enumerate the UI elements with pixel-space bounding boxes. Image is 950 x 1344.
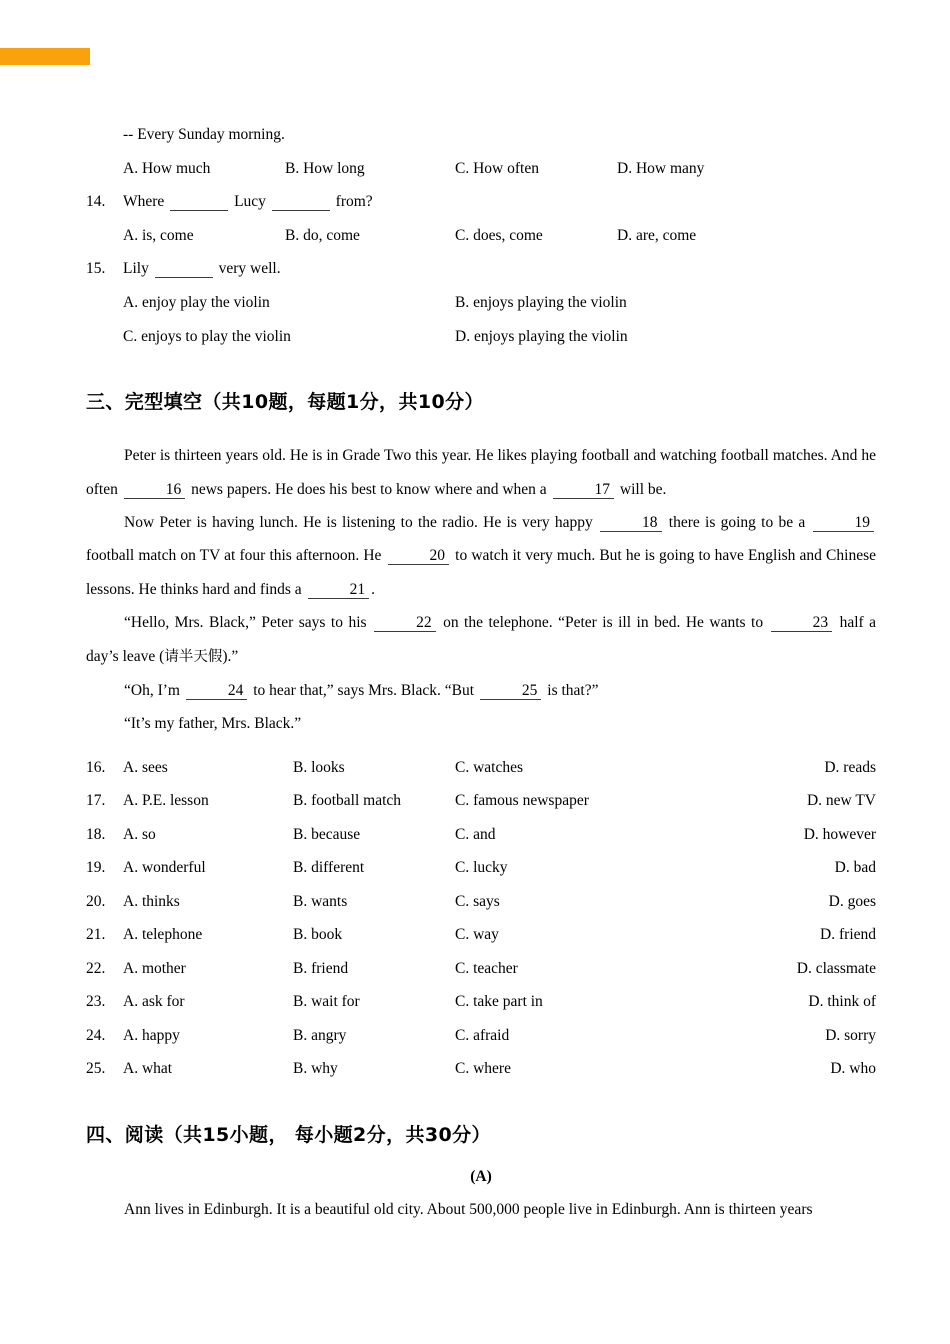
- cloze-blank-19[interactable]: 19: [813, 514, 875, 532]
- q15-stem-after: very well.: [218, 260, 281, 278]
- q15-options-row-1: [86, 286, 876, 320]
- cloze-20-option-b[interactable]: B. wants: [293, 892, 348, 910]
- q15-stem-before: Lily: [123, 260, 149, 278]
- reading-passage-a-first-line: Ann lives in Edinburgh. It is a beautiful old city. About 500,000 people live in Edinburgh. Ann is thirteen years: [124, 1201, 813, 1219]
- cloze-19-number: 19.: [86, 859, 106, 877]
- cloze-19-option-a[interactable]: A. wonderful: [123, 859, 206, 877]
- cloze-blank-16[interactable]: 16: [124, 481, 186, 499]
- q14-stem-after: from?: [335, 193, 373, 211]
- section-four-heading: 四、阅读（共15小题， 每小题2分，共30分）: [86, 1123, 491, 1146]
- cloze-21-number: 21.: [86, 926, 106, 944]
- cloze-p2-text-c: football match on TV at four this afternoon. He: [86, 547, 382, 565]
- cloze-24-option-c[interactable]: C. afraid: [455, 1026, 510, 1044]
- cloze-16-option-a[interactable]: A. sees: [123, 758, 168, 776]
- cloze-18-option-c[interactable]: C. and: [455, 825, 496, 843]
- q14-stem-middle: Lucy: [234, 193, 266, 211]
- q13-option-c[interactable]: C. How often: [455, 159, 539, 177]
- cloze-19-option-c[interactable]: C. lucky: [455, 859, 508, 877]
- q14-option-c[interactable]: C. does, come: [455, 226, 543, 244]
- cloze-22-number: 22.: [86, 959, 106, 977]
- cloze-21-option-a[interactable]: A. telephone: [123, 926, 203, 944]
- cloze-question-row-17: [86, 784, 876, 818]
- cloze-question-row-16: [86, 751, 876, 785]
- spacer-after-section-three-heading: [86, 417, 876, 439]
- spacer-before-section-three: [86, 353, 876, 387]
- cloze-question-row-19: [86, 851, 876, 885]
- q15-option-c[interactable]: C. enjoys to play the violin: [123, 327, 291, 345]
- spacer-before-section-four: [86, 1086, 876, 1120]
- cloze-p3-text-d: ).”: [222, 647, 239, 665]
- cloze-20-option-a[interactable]: A. thinks: [123, 892, 180, 910]
- cloze-paragraph-2: [86, 506, 876, 606]
- cloze-p5-text: “It’s my father, Mrs. Black.”: [124, 715, 302, 733]
- cloze-blank-21[interactable]: 21: [308, 581, 370, 599]
- cloze-16-number: 16.: [86, 758, 106, 776]
- cloze-question-row-20: [86, 885, 876, 919]
- cloze-25-option-a[interactable]: A. what: [123, 1060, 173, 1078]
- q14-number: 14.: [86, 193, 106, 211]
- cloze-blank-18[interactable]: 18: [600, 514, 662, 532]
- cloze-p1-text-b: news papers. He does his best to know where and when a: [191, 480, 547, 498]
- q15-option-a[interactable]: A. enjoy play the violin: [123, 293, 270, 311]
- cloze-p4-text-c: is that?”: [547, 682, 599, 699]
- cloze-question-row-21: [86, 918, 876, 952]
- spacer-before-cloze-options: [86, 741, 876, 751]
- cloze-19-option-b[interactable]: B. different: [293, 859, 365, 877]
- cloze-options-list: [86, 751, 876, 1086]
- cloze-18-option-b[interactable]: B. because: [293, 825, 361, 843]
- cloze-23-number: 23.: [86, 993, 106, 1011]
- cloze-16-option-d[interactable]: D. reads: [824, 758, 876, 776]
- q13-option-d[interactable]: D. How many: [617, 159, 705, 177]
- section-three-heading: 三、完型填空（共10题，每题1分，共10分）: [86, 391, 484, 414]
- cloze-20-option-d[interactable]: D. goes: [828, 892, 876, 910]
- spacer-after-section-four-heading: [86, 1150, 876, 1160]
- cloze-p4-text-b: to hear that,” says Mrs. Black. “But: [253, 682, 475, 699]
- header-accent-bar: [0, 48, 90, 65]
- cloze-17-option-d[interactable]: D. new TV: [806, 792, 876, 810]
- cloze-24-number: 24.: [86, 1026, 106, 1044]
- cloze-paragraph-5: [86, 707, 876, 740]
- q14-option-a[interactable]: A. is, come: [123, 226, 194, 244]
- cloze-19-option-d[interactable]: D. bad: [834, 859, 876, 877]
- q14-option-b[interactable]: B. do, come: [285, 226, 360, 244]
- cloze-23-option-c[interactable]: C. take part in: [455, 993, 543, 1011]
- cloze-22-option-a[interactable]: A. mother: [123, 959, 186, 977]
- cloze-blank-25[interactable]: 25: [480, 682, 542, 700]
- cloze-p2-text-b: there is going to be a: [668, 513, 806, 531]
- q15-options-row-2: [86, 320, 876, 354]
- cloze-23-option-a[interactable]: A. ask for: [123, 993, 185, 1011]
- cloze-paragraph-3: [86, 606, 876, 674]
- cloze-17-option-c[interactable]: C. famous newspaper: [455, 792, 589, 810]
- cloze-18-number: 18.: [86, 825, 106, 843]
- cloze-25-option-d[interactable]: D. who: [830, 1060, 876, 1078]
- cloze-p1-text-c: will be.: [619, 480, 667, 498]
- cloze-17-option-b[interactable]: B. football match: [293, 792, 402, 810]
- cloze-21-option-c[interactable]: C. way: [455, 926, 499, 944]
- cloze-question-row-22: [86, 952, 876, 986]
- cloze-20-number: 20.: [86, 892, 106, 910]
- q14-blank-1[interactable]: [170, 193, 228, 211]
- q13-answer-text: -- Every Sunday morning.: [123, 126, 285, 143]
- cloze-17-number: 17.: [86, 792, 106, 810]
- q14-blank-2[interactable]: [272, 193, 330, 211]
- cloze-25-option-c[interactable]: C. where: [455, 1060, 511, 1078]
- q13-options: [86, 152, 876, 186]
- cloze-p4-text-a: “Oh, I’m: [124, 682, 180, 699]
- cloze-23-option-d[interactable]: D. think of: [808, 993, 876, 1011]
- cloze-23-option-b[interactable]: B. wait for: [293, 993, 360, 1011]
- cloze-p3-text-c: half a day’s leave (: [86, 614, 877, 665]
- cloze-question-row-25: [86, 1052, 876, 1086]
- cloze-18-option-a[interactable]: A. so: [123, 825, 156, 843]
- cloze-blank-24[interactable]: 24: [186, 682, 248, 700]
- cloze-22-option-d[interactable]: D. classmate: [796, 959, 876, 977]
- q15-option-d[interactable]: D. enjoys playing the violin: [455, 327, 628, 345]
- cloze-blank-20[interactable]: 20: [388, 547, 450, 565]
- q13-option-a[interactable]: A. How much: [123, 159, 211, 177]
- q14-options: [86, 219, 876, 253]
- cloze-21-option-d[interactable]: D. friend: [820, 926, 876, 944]
- q15-blank-1[interactable]: [155, 260, 213, 278]
- question-14: [86, 185, 876, 219]
- cloze-21-option-b[interactable]: B. book: [293, 926, 343, 944]
- cloze-p2-text-a: Now Peter is having lunch. He is listening to the radio. He is very happy: [124, 513, 593, 531]
- cloze-blank-22[interactable]: 22: [374, 614, 436, 632]
- cloze-question-row-23: [86, 985, 876, 1019]
- page-content: [86, 118, 876, 1227]
- q13-option-b[interactable]: B. How long: [285, 159, 365, 177]
- question-15: [86, 252, 876, 286]
- q15-option-b[interactable]: B. enjoys playing the violin: [455, 293, 627, 311]
- cloze-20-option-c[interactable]: C. says: [455, 892, 500, 910]
- cloze-25-option-b[interactable]: B. why: [293, 1060, 338, 1078]
- cloze-22-option-c[interactable]: C. teacher: [455, 959, 518, 977]
- cloze-p3-chinese-gloss: 请半天假: [164, 648, 223, 665]
- q13-answer-line: [86, 118, 876, 152]
- cloze-18-option-d[interactable]: D. however: [803, 825, 876, 843]
- cloze-24-option-a[interactable]: A. happy: [123, 1026, 180, 1044]
- cloze-blank-17[interactable]: 17: [553, 481, 615, 499]
- cloze-blank-23[interactable]: 23: [771, 614, 833, 632]
- cloze-24-option-d[interactable]: D. sorry: [825, 1026, 876, 1044]
- cloze-question-row-18: [86, 818, 876, 852]
- cloze-p3-text-a: “Hello, Mrs. Black,” Peter says to his: [124, 614, 367, 632]
- q14-stem-before: Where: [123, 193, 165, 211]
- cloze-p2-text-e: .: [371, 580, 375, 598]
- cloze-paragraph-1: [86, 439, 876, 506]
- cloze-16-option-b[interactable]: B. looks: [293, 758, 345, 776]
- cloze-paragraph-4: [86, 674, 876, 707]
- q14-option-d[interactable]: D. are, come: [617, 226, 697, 244]
- cloze-16-option-c[interactable]: C. watches: [455, 758, 524, 776]
- cloze-p2-text-d: to watch it very much. But he is going to have English and Chinese lessons. He thinks hard and finds a: [86, 547, 876, 598]
- cloze-p1-text-a: Peter is thirteen years old. He is in Grade Two this year. He likes playing football and watching football matches. And he often: [86, 447, 876, 498]
- cloze-25-number: 25.: [86, 1060, 106, 1078]
- cloze-p3-text-b: on the telephone. “Peter is ill in bed. He wants to: [443, 614, 764, 632]
- cloze-question-row-24: [86, 1019, 876, 1053]
- cloze-17-option-a[interactable]: A. P.E. lesson: [123, 792, 209, 810]
- cloze-22-option-b[interactable]: B. friend: [293, 959, 349, 977]
- cloze-24-option-b[interactable]: B. angry: [293, 1026, 347, 1044]
- q15-number: 15.: [86, 260, 106, 278]
- reading-passage-a-label: (A): [470, 1167, 492, 1185]
